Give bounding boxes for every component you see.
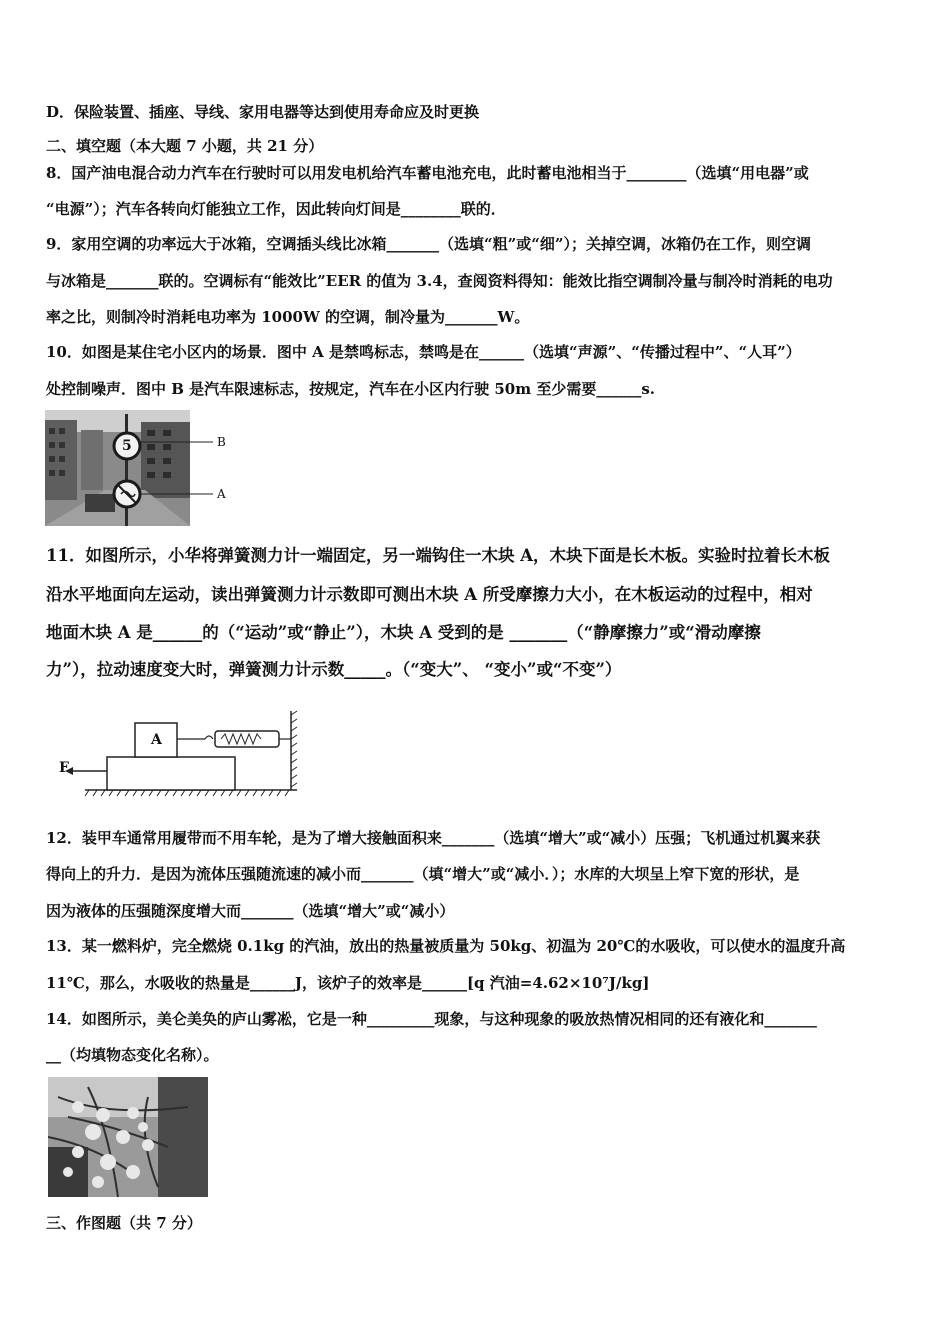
question-8-line-2: “电源”）；汽车各转向灯能独立工作，因此转向灯间是________联的． bbox=[46, 200, 506, 218]
question-14-line-2: __（均填物态变化名称）。 bbox=[46, 1046, 219, 1064]
question-11-line-1: 11．如图所示，小华将弹簧测力计一端固定，另一端钩住一木块 A，木块下面是长木板。实验时拉着长木板 bbox=[46, 546, 831, 565]
figure-q14-rime-photo bbox=[48, 1077, 208, 1197]
question-12-line-1: 12．装甲车通常用履带而不用车轮，是为了增大接触面积来_______（选填“增大”或“减小）压强；飞机通过机翼来获 bbox=[46, 829, 821, 847]
question-9-line-3: 率之比，则制冷时消耗电功率为 1000W 的空调，制冷量为_______W。 bbox=[46, 308, 530, 326]
question-11-line-4: 力”），拉动速度变大时，弹簧测力计示数_____。（“变大”、 “变小”或“不变”） bbox=[46, 660, 622, 679]
speed-limit-value: 5 bbox=[122, 438, 132, 454]
question-10-line-1: 10．如图是某住宅小区内的场景．图中 A 是禁鸣标志，禁鸣是在______（选填“声源”、“传播过程中”、“人耳”） bbox=[46, 343, 801, 361]
block-a-label: A bbox=[151, 732, 162, 748]
option-d-text: D．保险装置、插座、导线、家用电器等达到使用寿命应及时更换 bbox=[46, 103, 480, 121]
question-12-line-2: 得向上的升力．是因为流体压强随流速的减小而_______（填“增大”或“减小．）；水库的大坝呈上窄下宽的形状，是 bbox=[46, 865, 800, 883]
question-13-line-1: 13．某一燃料炉，完全燃烧 0.1kg 的汽油，放出的热量被质量为 50kg、初温为 20℃的水吸收，可以使水的温度升高 bbox=[46, 937, 846, 955]
question-14-line-1: 14．如图所示，美仑美奂的庐山雾凇，它是一种_________现象，与这种现象的吸放热情况相同的还有液化和_______ bbox=[46, 1010, 817, 1028]
section-3-heading: 三、作图题（共 7 分） bbox=[46, 1214, 202, 1232]
street-photo bbox=[45, 410, 245, 526]
figure-q11-friction-setup bbox=[55, 705, 305, 800]
figure-label-a: A bbox=[217, 487, 226, 501]
question-10-line-2: 处控制噪声．图中 B 是汽车限速标志，按规定，汽车在小区内行驶 50m 至少需要______s. bbox=[46, 380, 655, 398]
question-9-line-1: 9．家用空调的功率远大于冰箱，空调插头线比冰箱_______（选填“粗”或“细”）；关掉空调，冰箱仍在工作，则空调 bbox=[46, 235, 811, 253]
question-11-line-3: 地面木块 A 是______的（“运动”或“静止”），木块 A 受到的是 _______（“静摩擦力”或“滑动摩擦 bbox=[46, 623, 761, 642]
question-9-line-2: 与冰箱是_______联的。空调标有“能效比”EER 的值为 3.4，查阅资料得知：能效比指空调制冷量与制冷时消耗的电功 bbox=[46, 272, 833, 290]
rime-tree-photo bbox=[48, 1077, 208, 1197]
friction-diagram bbox=[55, 705, 305, 800]
question-12-line-3: 因为液体的压强随深度增大而_______（选填“增大”或“减小） bbox=[46, 902, 455, 920]
question-11-line-2: 沿水平地面向左运动，读出弹簧测力计示数即可测出木块 A 所受摩擦力大小，在木板运动的过程中，相对 bbox=[46, 585, 813, 604]
force-f-label: F bbox=[59, 760, 69, 776]
section-2-heading: 二、填空题（本大题 7 小题，共 21 分） bbox=[46, 137, 324, 155]
question-8-line-1: 8．国产油电混合动力汽车在行驶时可以用发电机给汽车蓄电池充电，此时蓄电池相当于________（选填“用电器”或 bbox=[46, 164, 809, 182]
figure-q10-street-scene bbox=[45, 410, 245, 526]
figure-label-b: B bbox=[217, 435, 226, 449]
question-13-line-2: 11℃，那么，水吸收的热量是______J，该炉子的效率是______[q 汽油=4.62×10⁷J/kg] bbox=[46, 974, 650, 992]
